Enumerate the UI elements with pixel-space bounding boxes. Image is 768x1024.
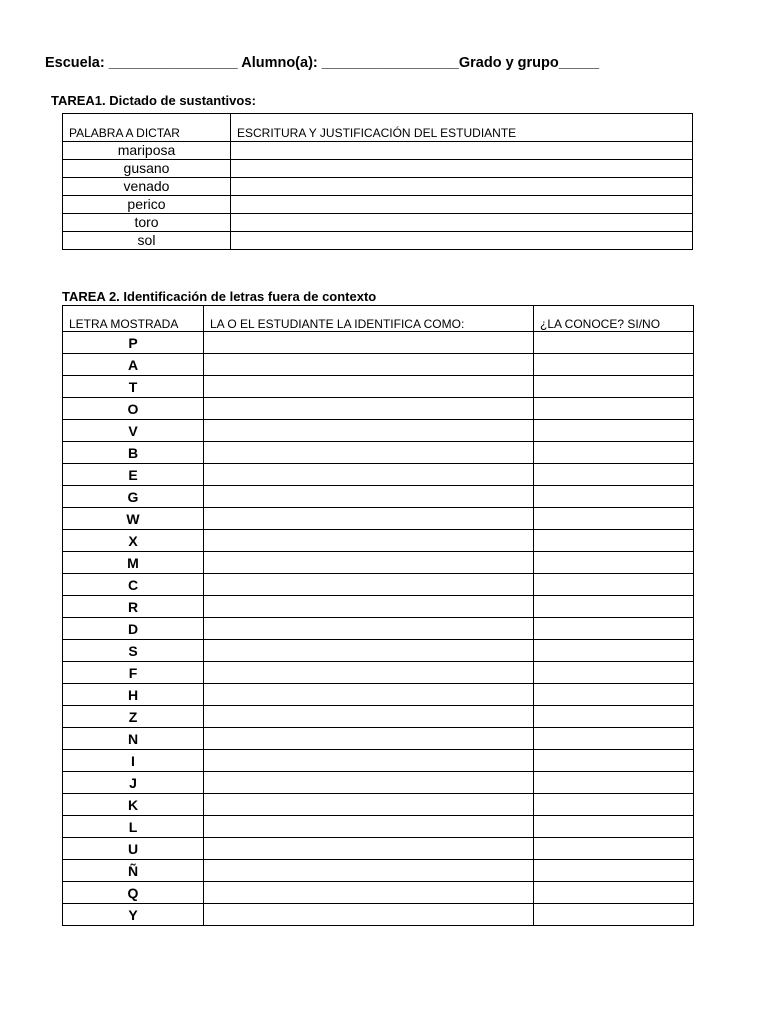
identifies-as-cell[interactable] bbox=[204, 442, 534, 464]
knows-it-cell[interactable] bbox=[534, 838, 694, 860]
knows-it-cell[interactable] bbox=[534, 706, 694, 728]
shown-letter: O bbox=[63, 398, 204, 420]
knows-it-cell[interactable] bbox=[534, 618, 694, 640]
shown-letter: K bbox=[63, 794, 204, 816]
identifies-as-cell[interactable] bbox=[204, 838, 534, 860]
shown-letter: X bbox=[63, 530, 204, 552]
shown-letter: Q bbox=[63, 882, 204, 904]
word-to-dictate: gusano bbox=[63, 160, 231, 178]
shown-letter: T bbox=[63, 376, 204, 398]
knows-it-cell[interactable] bbox=[534, 420, 694, 442]
shown-letter: M bbox=[63, 552, 204, 574]
task2-row bbox=[63, 728, 694, 750]
task2-row bbox=[63, 640, 694, 662]
student-writing-cell[interactable] bbox=[231, 160, 693, 178]
word-to-dictate: venado bbox=[63, 178, 231, 196]
task2-row bbox=[63, 706, 694, 728]
student-label: Alumno(a): bbox=[241, 55, 318, 71]
header-line bbox=[45, 55, 599, 71]
task2-row bbox=[63, 816, 694, 838]
school-blank: ________________ bbox=[108, 55, 238, 71]
task2-row bbox=[63, 904, 694, 926]
knows-it-cell[interactable] bbox=[534, 442, 694, 464]
identifies-as-cell[interactable] bbox=[204, 640, 534, 662]
task2-row bbox=[63, 332, 694, 354]
shown-letter: W bbox=[63, 508, 204, 530]
task2-row bbox=[63, 398, 694, 420]
identifies-as-cell[interactable] bbox=[204, 684, 534, 706]
shown-letter: R bbox=[63, 596, 204, 618]
knows-it-cell[interactable] bbox=[534, 508, 694, 530]
shown-letter: Z bbox=[63, 706, 204, 728]
task2-row bbox=[63, 860, 694, 882]
student-writing-cell[interactable] bbox=[231, 214, 693, 232]
task2-row bbox=[63, 596, 694, 618]
task1-row bbox=[63, 160, 693, 178]
identifies-as-cell[interactable] bbox=[204, 706, 534, 728]
knows-it-cell[interactable] bbox=[534, 882, 694, 904]
shown-letter: F bbox=[63, 662, 204, 684]
identifies-as-cell[interactable] bbox=[204, 904, 534, 926]
shown-letter: Ñ bbox=[63, 860, 204, 882]
identifies-as-cell[interactable] bbox=[204, 882, 534, 904]
task2-row bbox=[63, 420, 694, 442]
school-label: Escuela: bbox=[45, 55, 105, 71]
task2-row bbox=[63, 838, 694, 860]
shown-letter: A bbox=[63, 354, 204, 376]
shown-letter: U bbox=[63, 838, 204, 860]
task2-row bbox=[63, 442, 694, 464]
grade-blank: _____ bbox=[558, 55, 600, 71]
knows-it-cell[interactable] bbox=[534, 684, 694, 706]
knows-it-cell[interactable] bbox=[534, 816, 694, 838]
knows-it-cell[interactable] bbox=[534, 574, 694, 596]
identifies-as-cell[interactable] bbox=[204, 860, 534, 882]
identifies-as-cell[interactable] bbox=[204, 794, 534, 816]
shown-letter: E bbox=[63, 464, 204, 486]
shown-letter: B bbox=[63, 442, 204, 464]
task1-row bbox=[63, 232, 693, 250]
knows-it-cell[interactable] bbox=[534, 794, 694, 816]
task2-header-row bbox=[63, 306, 694, 332]
task2-row bbox=[63, 530, 694, 552]
word-to-dictate: sol bbox=[63, 232, 231, 250]
identifies-as-cell[interactable] bbox=[204, 420, 534, 442]
student-writing-cell[interactable] bbox=[231, 178, 693, 196]
task2-row bbox=[63, 618, 694, 640]
task2-row bbox=[63, 376, 694, 398]
knows-it-cell[interactable] bbox=[534, 662, 694, 684]
shown-letter: V bbox=[63, 420, 204, 442]
student-writing-cell[interactable] bbox=[231, 232, 693, 250]
student-writing-cell[interactable] bbox=[231, 142, 693, 160]
task2-table bbox=[62, 305, 694, 926]
knows-it-cell[interactable] bbox=[534, 332, 694, 354]
knows-it-cell[interactable] bbox=[534, 464, 694, 486]
task1-row bbox=[63, 214, 693, 232]
knows-it-cell[interactable] bbox=[534, 398, 694, 420]
knows-it-cell[interactable] bbox=[534, 904, 694, 926]
shown-letter: I bbox=[63, 750, 204, 772]
knows-it-cell[interactable] bbox=[534, 376, 694, 398]
task2-row bbox=[63, 772, 694, 794]
shown-letter: J bbox=[63, 772, 204, 794]
identifies-as-cell[interactable] bbox=[204, 552, 534, 574]
identifies-as-cell[interactable] bbox=[204, 464, 534, 486]
shown-letter: P bbox=[63, 332, 204, 354]
identifies-as-cell[interactable] bbox=[204, 376, 534, 398]
task2-row bbox=[63, 662, 694, 684]
identifies-as-cell[interactable] bbox=[204, 486, 534, 508]
knows-it-cell[interactable] bbox=[534, 860, 694, 882]
identifies-as-cell[interactable] bbox=[204, 816, 534, 838]
grade-label: Grado y grupo bbox=[458, 55, 559, 71]
task2-row bbox=[63, 574, 694, 596]
task2-title: TAREA 2. Identificación de letras fuera de contexto bbox=[62, 289, 377, 304]
task1-row bbox=[63, 142, 693, 160]
shown-letter: S bbox=[63, 640, 204, 662]
task2-row bbox=[63, 354, 694, 376]
identifies-as-cell[interactable] bbox=[204, 750, 534, 772]
task2-row bbox=[63, 882, 694, 904]
task1-header-row bbox=[63, 114, 693, 142]
task2-row bbox=[63, 750, 694, 772]
identifies-as-cell[interactable] bbox=[204, 618, 534, 640]
shown-letter: Y bbox=[63, 904, 204, 926]
task1-col-word: PALABRA A DICTAR bbox=[63, 114, 231, 142]
shown-letter: D bbox=[63, 618, 204, 640]
knows-it-cell[interactable] bbox=[534, 596, 694, 618]
word-to-dictate: perico bbox=[63, 196, 231, 214]
identifies-as-cell[interactable] bbox=[204, 596, 534, 618]
identifies-as-cell[interactable] bbox=[204, 574, 534, 596]
task2-row bbox=[63, 552, 694, 574]
task1-table bbox=[62, 113, 693, 250]
identifies-as-cell[interactable] bbox=[204, 728, 534, 750]
task1-title: TAREA1. Dictado de sustantivos: bbox=[51, 93, 256, 108]
knows-it-cell[interactable] bbox=[534, 552, 694, 574]
word-to-dictate: mariposa bbox=[63, 142, 231, 160]
shown-letter: H bbox=[63, 684, 204, 706]
knows-it-cell[interactable] bbox=[534, 750, 694, 772]
identifies-as-cell[interactable] bbox=[204, 354, 534, 376]
knows-it-cell[interactable] bbox=[534, 728, 694, 750]
task2-row bbox=[63, 684, 694, 706]
identifies-as-cell[interactable] bbox=[204, 772, 534, 794]
identifies-as-cell[interactable] bbox=[204, 398, 534, 420]
shown-letter: N bbox=[63, 728, 204, 750]
task2-col-knows: ¿LA CONOCE? SI/NO bbox=[534, 306, 694, 332]
knows-it-cell[interactable] bbox=[534, 354, 694, 376]
task2-row bbox=[63, 486, 694, 508]
student-blank: _________________ bbox=[321, 55, 459, 71]
identifies-as-cell[interactable] bbox=[204, 508, 534, 530]
task2-row bbox=[63, 794, 694, 816]
shown-letter: C bbox=[63, 574, 204, 596]
task2-row bbox=[63, 464, 694, 486]
knows-it-cell[interactable] bbox=[534, 772, 694, 794]
task1-col-writing: ESCRITURA Y JUSTIFICACIÓN DEL ESTUDIANTE bbox=[231, 114, 693, 142]
word-to-dictate: toro bbox=[63, 214, 231, 232]
task2-row bbox=[63, 508, 694, 530]
knows-it-cell[interactable] bbox=[534, 486, 694, 508]
identifies-as-cell[interactable] bbox=[204, 662, 534, 684]
shown-letter: G bbox=[63, 486, 204, 508]
student-writing-cell[interactable] bbox=[231, 196, 693, 214]
task2-col-identifies: LA O EL ESTUDIANTE LA IDENTIFICA COMO: bbox=[204, 306, 534, 332]
knows-it-cell[interactable] bbox=[534, 640, 694, 662]
task2-col-letter: LETRA MOSTRADA bbox=[63, 306, 204, 332]
shown-letter: L bbox=[63, 816, 204, 838]
task1-row bbox=[63, 178, 693, 196]
task1-row bbox=[63, 196, 693, 214]
identifies-as-cell[interactable] bbox=[204, 332, 534, 354]
identifies-as-cell[interactable] bbox=[204, 530, 534, 552]
knows-it-cell[interactable] bbox=[534, 530, 694, 552]
